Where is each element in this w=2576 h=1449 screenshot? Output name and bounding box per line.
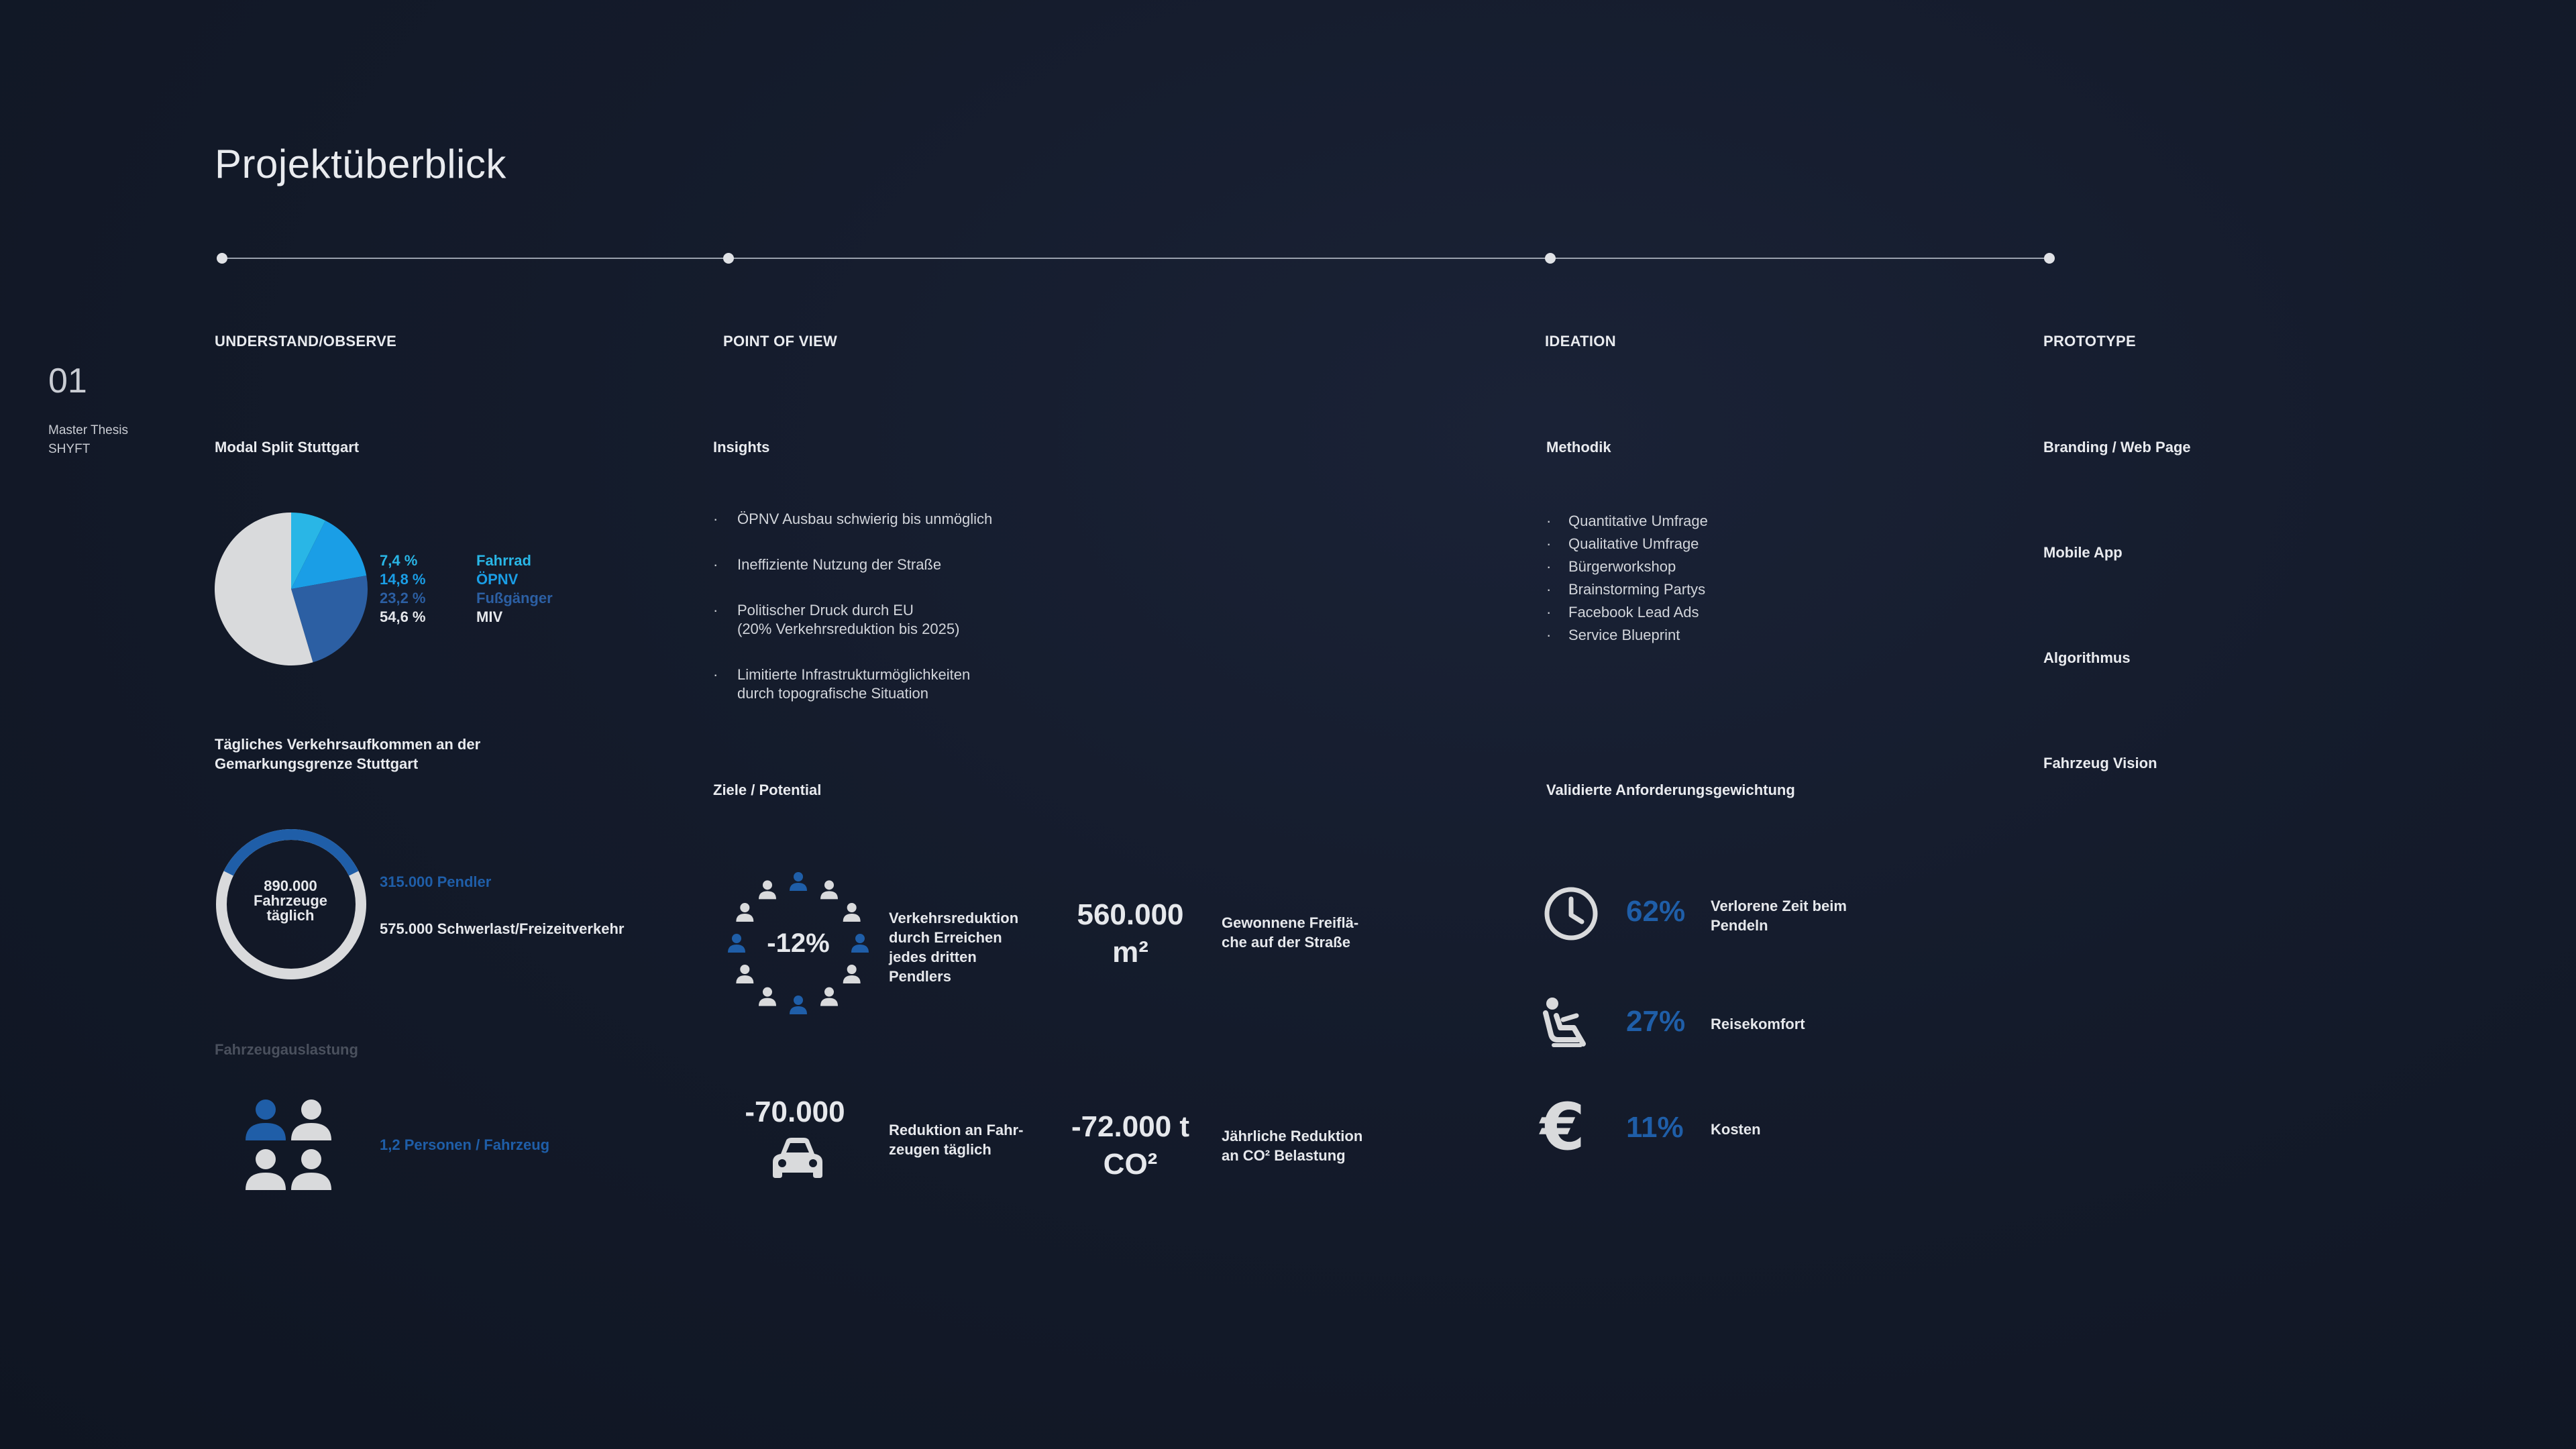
phase-understand[interactable]: UNDERSTAND/OBSERVE	[215, 333, 397, 350]
methods-heading: Methodik	[1546, 439, 1611, 455]
people-group-icon	[246, 1097, 337, 1193]
modal-split-pie	[213, 511, 369, 667]
insights-list	[713, 510, 992, 730]
legend-value-miv: 54,6 %	[380, 608, 426, 625]
timeline-line	[221, 258, 2049, 259]
person-icon	[820, 987, 838, 1006]
prototype-item-mobile-app[interactable]: Mobile App	[2043, 544, 2123, 561]
chapter-caption	[48, 421, 128, 459]
legend-value-fahrrad: 7,4 %	[380, 552, 418, 569]
insight-item: · ÖPNV Ausbau schwierig bis unmöglich	[713, 510, 992, 529]
traffic-heading-line1: Tägliches Verkehrsaufkommen an der	[215, 736, 481, 753]
reduction-pct: -12%	[767, 928, 830, 958]
modal-split-heading: Modal Split Stuttgart	[215, 439, 360, 455]
area-value	[1046, 896, 1214, 971]
chapter-caption-line2: SHYFT	[48, 442, 91, 456]
insights-heading: Insights	[713, 439, 770, 455]
clock-icon	[1543, 885, 1599, 942]
traffic-total-unit: Fahrzeuge	[253, 892, 328, 909]
occupancy-heading: Fahrzeugauslastung	[215, 1041, 358, 1058]
traffic-total-period: täglich	[266, 907, 315, 924]
vehicles-label: Reduktion an Fahr- zeugen täglich	[889, 1122, 1024, 1158]
legend-label-oepnv: ÖPNV	[476, 571, 519, 588]
co2-label: Jährliche Reduktion an CO² Belastung	[1222, 1128, 1363, 1164]
requirements-heading: Validierte Anforderungsgewichtung	[1546, 782, 1795, 798]
person-icon	[790, 996, 807, 1014]
phase-pov[interactable]: POINT OF VIEW	[723, 333, 838, 350]
timeline-dot-understand[interactable]	[217, 253, 227, 264]
method-item: · Bürgerworkshop	[1546, 555, 1708, 578]
method-item: · Brainstorming Partys	[1546, 578, 1708, 601]
legend-value-oepnv: 14,8 %	[380, 571, 426, 588]
requirement-label-comfort: Reisekomfort	[1711, 1016, 1805, 1032]
traffic-heading	[215, 735, 480, 773]
goals-heading: Ziele / Potential	[713, 782, 822, 798]
person-icon	[843, 965, 861, 983]
person-icon	[736, 903, 753, 922]
requirement-pct-time: 62%	[1626, 895, 1686, 928]
modal-split-values	[380, 551, 426, 627]
prototype-item-algorithm[interactable]: Algorithmus	[2043, 649, 2131, 666]
phase-prototype[interactable]: PROTOTYPE	[2043, 333, 2136, 350]
traffic-heading-line2: Gemarkungsgrenze Stuttgart	[215, 755, 419, 772]
requirement-label-cost: Kosten	[1711, 1121, 1761, 1138]
co2-value-number: -72.000 t	[1071, 1110, 1190, 1143]
person-icon	[851, 934, 869, 953]
area-label: Gewonnene Freiflä- che auf der Straße	[1222, 914, 1359, 951]
traffic-ring-pendler-arc	[229, 835, 354, 873]
chapter-number: 01	[48, 362, 87, 400]
legend-value-fussgaenger: 23,2 %	[380, 590, 426, 606]
prototype-item-branding[interactable]: Branding / Web Page	[2043, 439, 2191, 455]
area-value-unit: m²	[1112, 936, 1148, 969]
insight-item: · Limitierte Infrastrukturmöglichkeiten durch topografische Situation	[713, 665, 992, 703]
requirement-pct-cost: 11%	[1626, 1111, 1684, 1144]
page-title: Projektüberblick	[215, 142, 506, 186]
phase-ideation[interactable]: IDEATION	[1545, 333, 1616, 350]
occupancy-value: 1,2 Personen / Fahrzeug	[380, 1136, 550, 1153]
legend-label-fussgaenger: Fußgänger	[476, 590, 553, 606]
person-icon	[759, 987, 776, 1006]
traffic-other: 575.000 Schwerlast/Freizeitverkehr	[380, 920, 625, 937]
insight-item: · Ineffiziente Nutzung der Straße	[713, 555, 992, 574]
car-icon	[771, 1136, 824, 1182]
person-icon	[759, 880, 776, 899]
person-icon	[736, 965, 753, 983]
euro-icon: €	[1540, 1089, 1585, 1165]
person-icon	[843, 903, 861, 922]
reduction-label: Verkehrsreduktion durch Erreichen jedes dritten Pendlers	[889, 910, 1019, 985]
traffic-total: 890.000	[264, 877, 317, 894]
person-icon	[790, 872, 807, 891]
legend-label-fahrrad: Fahrrad	[476, 552, 531, 569]
traffic-pendler: 315.000 Pendler	[380, 873, 492, 890]
method-item: · Facebook Lead Ads	[1546, 601, 1708, 624]
traffic-ring-center	[221, 879, 360, 923]
person-icon	[820, 880, 838, 899]
prototype-item-vehicle-vision[interactable]: Fahrzeug Vision	[2043, 755, 2157, 771]
method-item: · Qualitative Umfrage	[1546, 533, 1708, 555]
methods-list	[1546, 510, 1708, 647]
area-value-number: 560.000	[1077, 898, 1184, 931]
insight-item: · Politischer Druck durch EU (20% Verkehrsreduktion bis 2025)	[713, 601, 992, 639]
requirement-label-time: Verlorene Zeit beim Pendeln	[1711, 898, 1847, 934]
method-item: · Quantitative Umfrage	[1546, 510, 1708, 533]
requirement-pct-comfort: 27%	[1626, 1005, 1686, 1038]
co2-value	[1046, 1108, 1214, 1183]
person-icon	[728, 934, 745, 953]
modal-split-labels	[476, 551, 553, 627]
co2-value-unit: CO²	[1103, 1148, 1158, 1181]
legend-label-miv: MIV	[476, 608, 503, 625]
chapter-caption-line1: Master Thesis	[48, 423, 128, 437]
vehicles-value: -70.000	[745, 1095, 845, 1128]
timeline-dot-prototype[interactable]	[2044, 253, 2055, 264]
method-item: · Service Blueprint	[1546, 624, 1708, 647]
timeline-dot-ideation[interactable]	[1545, 253, 1556, 264]
seat-icon	[1543, 997, 1599, 1051]
timeline-dot-pov[interactable]	[723, 253, 734, 264]
